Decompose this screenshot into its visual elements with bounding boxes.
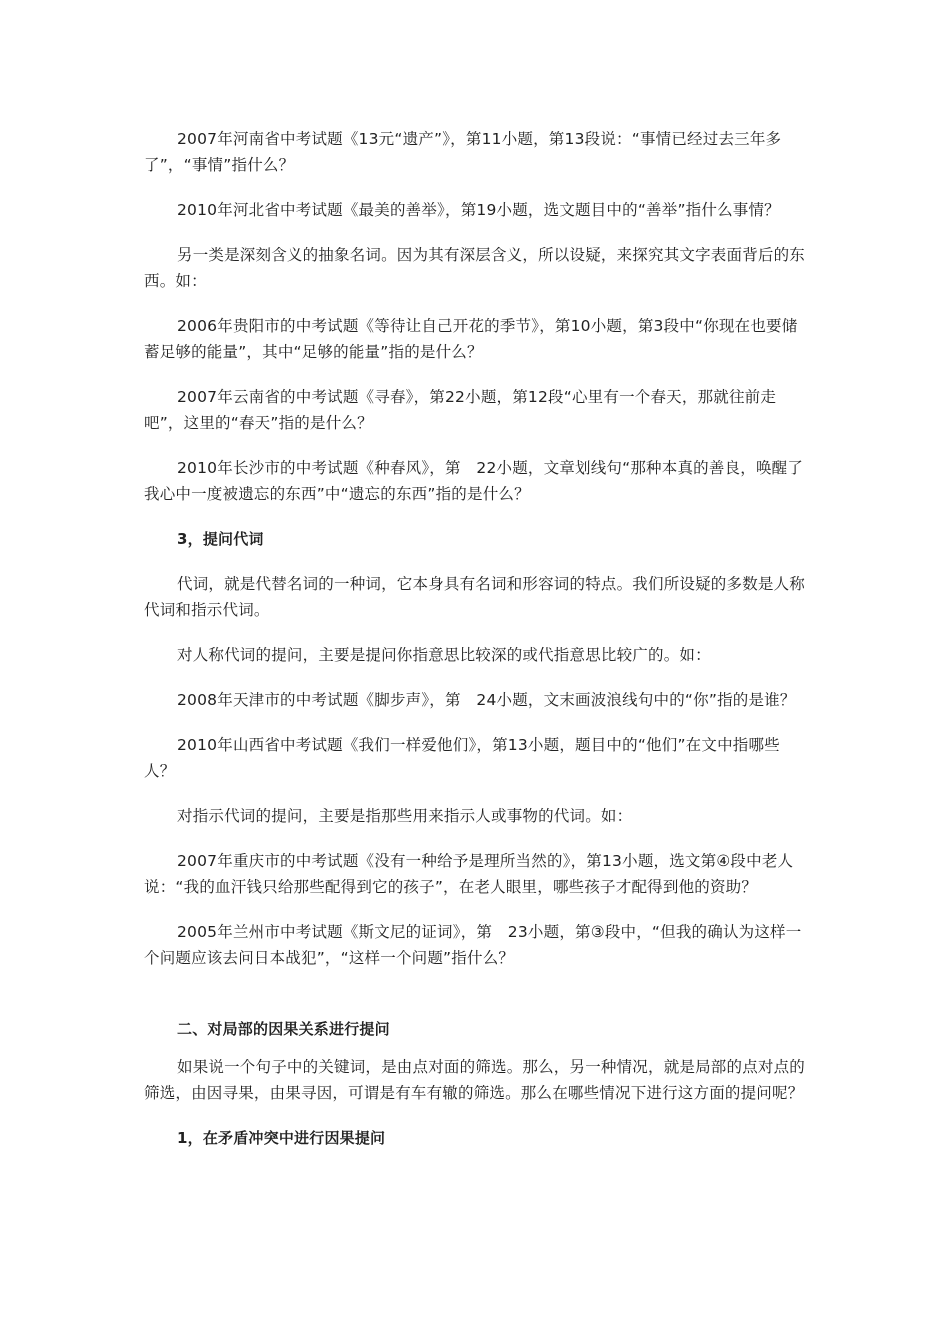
paragraph-henan-2007: 2007年河南省中考试题《13元“遗产”》，第11小题，第13段说：“事情已经过去三年多了”，“事情”指什么？ bbox=[144, 130, 782, 174]
paragraph-chongqing-2007: 2007年重庆市的中考试题《没有一种给予是理所当然的》，第13小题，选文第④段中老人说：“我的血汗钱只给那些配得到它的孩子”，在老人眼里，哪些孩子才配得到他的资助？ bbox=[144, 852, 794, 896]
paragraph-guiyang-2006: 2006年贵阳市的中考试题《等待让自己开花的季节》，第10小题，第3段中“你现在也要储蓄足够的能量”，其中“足够的能量”指的是什么？ bbox=[144, 317, 798, 361]
paragraph-pronoun-definition: 代词，就是代替名词的一种词，它本身具有名词和形容词的特点。我们所设疑的多数是人称代词和指示代词。 bbox=[144, 575, 806, 619]
document-body bbox=[144, 126, 810, 1151]
paragraph-causal-intro: 如果说一个句子中的关键词，是由点对面的筛选。那么，另一种情况，就是局部的点对点的筛选，由因寻果，由果寻因，可谓是有车有辙的筛选。那么在哪些情况下进行这方面的提问呢？ bbox=[144, 1058, 806, 1102]
paragraph-demonstrative-pronouns: 对指示代词的提问，主要是指那些用来指示人或事物的代词。如： bbox=[177, 807, 633, 825]
paragraph-shanxi-2010: 2010年山西省中考试题《我们一样爱他们》，第13小题，题目中的“他们”在文中指哪些人？ bbox=[144, 736, 780, 780]
paragraph-abstract-nouns: 另一类是深刻含义的抽象名词。因为其有深层含义，所以设疑，来探究其文字表面背后的东西。如： bbox=[144, 246, 806, 290]
section-heading-pronouns: 3，提问代词 bbox=[177, 530, 264, 548]
paragraph-personal-pronouns: 对人称代词的提问，主要是提问你指意思比较深的或代指意思比较广的。如： bbox=[177, 646, 711, 664]
paragraph-tianjin-2008: 2008年天津市的中考试题《脚步声》，第 24小题，文末画波浪线句中的“你”指的是谁？ bbox=[177, 691, 796, 709]
paragraph-yunnan-2007: 2007年云南省的中考试题《寻春》，第22小题，第12段“心里有一个春天，那就往前走吧”，这里的“春天”指的是什么？ bbox=[144, 388, 777, 432]
subsection-heading-conflict: 1，在矛盾冲突中进行因果提问 bbox=[177, 1129, 386, 1147]
paragraph-hebei-2010: 2010年河北省中考试题《最美的善举》，第19小题，选文题目中的“善举”指什么事情？ bbox=[177, 201, 780, 219]
section-heading-causal: 二、对局部的因果关系进行提问 bbox=[177, 1020, 390, 1038]
paragraph-lanzhou-2005: 2005年兰州市中考试题《斯文尼的证词》，第 23小题，第③段中，“但我的确认为这样一个问题应该去问日本战犯”，“这样一个问题”指什么？ bbox=[144, 923, 802, 967]
paragraph-changsha-2010: 2010年长沙市的中考试题《种春风》，第 22小题，文章划线句“那种本真的善良，唤醒了我心中一度被遗忘的东西”中“遗忘的东西”指的是什么？ bbox=[144, 459, 804, 503]
